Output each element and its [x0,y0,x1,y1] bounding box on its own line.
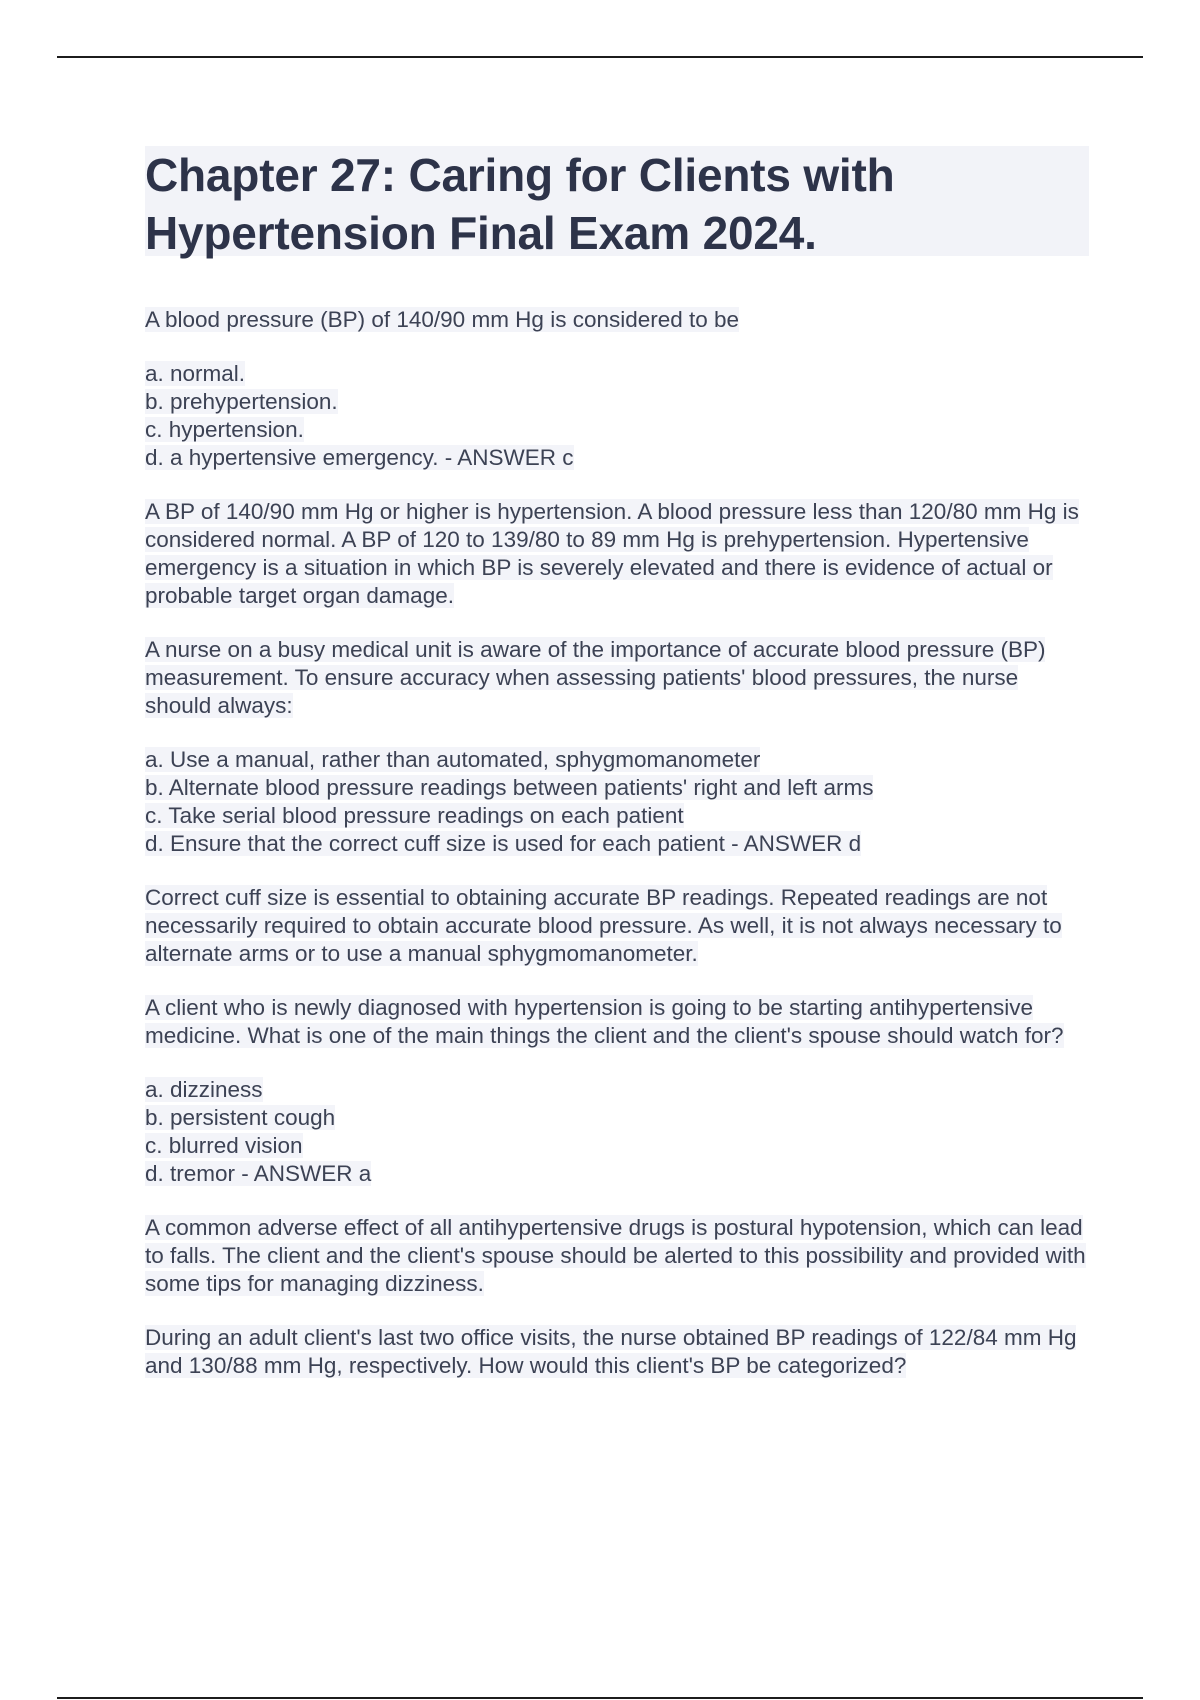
rationale-text: A BP of 140/90 mm Hg or higher is hypertension. A blood pressure less than 120/80 mm Hg is considered normal. A BP of 120 to 139/80 to 89 mm Hg is prehypertension. Hypertensive emergency is a situation in which BP is severely elevated and there is evidence of actual or probable target organ damage. [145,499,1079,608]
question-block-4 [145,1324,1089,1380]
option-b: b. Alternate blood pressure readings between patients' right and left arms [145,775,874,800]
option-d: d. Ensure that the correct cuff size is used for each patient - ANSWER d [145,831,862,856]
question-text: A client who is newly diagnosed with hypertension is going to be starting antihypertensive medicine. What is one of the main things the client and the client's spouse should watch for? [145,995,1064,1048]
option-b: b. prehypertension. [145,389,338,414]
option-c: c. hypertension. [145,417,304,442]
option-c: c. Take serial blood pressure readings on each patient [145,803,684,828]
question-block-3 [145,994,1089,1298]
option-d: d. tremor - ANSWER a [145,1161,372,1186]
document-title: Chapter 27: Caring for Clients with Hypertension Final Exam 2024. [145,146,1089,256]
bottom-rule [57,1697,1143,1699]
question-block-2 [145,636,1089,968]
question-text: During an adult client's last two office visits, the nurse obtained BP readings of 122/84 mm Hg and 130/88 mm Hg, respectively. How would this client's BP be categorized? [145,1325,1077,1378]
option-a: a. normal. [145,361,246,386]
rationale-text: Correct cuff size is essential to obtaining accurate BP readings. Repeated readings are not necessarily required to obtain accurate blood pressure. As well, it is not always necessary to alternate arms or to use a manual sphygmomanometer. [145,885,1062,966]
answer-options [145,1076,1089,1188]
option-d: d. a hypertensive emergency. - ANSWER c [145,445,574,470]
top-rule [57,56,1143,58]
question-block-1 [145,306,1089,610]
option-a: a. dizziness [145,1077,263,1102]
rationale-text: A common adverse effect of all antihypertensive drugs is postural hypotension, which can lead to falls. The client and the client's spouse should be alerted to this possibility and provided with some tips for managing dizziness. [145,1215,1086,1296]
question-text: A nurse on a busy medical unit is aware of the importance of accurate blood pressure (BP) measurement. To ensure accuracy when assessing patients' blood pressures, the nurse should always: [145,637,1046,718]
answer-options [145,360,1089,472]
question-text: A blood pressure (BP) of 140/90 mm Hg is considered to be [145,307,740,332]
option-b: b. persistent cough [145,1105,336,1130]
option-a: a. Use a manual, rather than automated, sphygmomanometer [145,747,761,772]
document-body [145,146,1089,1380]
option-c: c. blurred vision [145,1133,303,1158]
answer-options [145,746,1089,858]
